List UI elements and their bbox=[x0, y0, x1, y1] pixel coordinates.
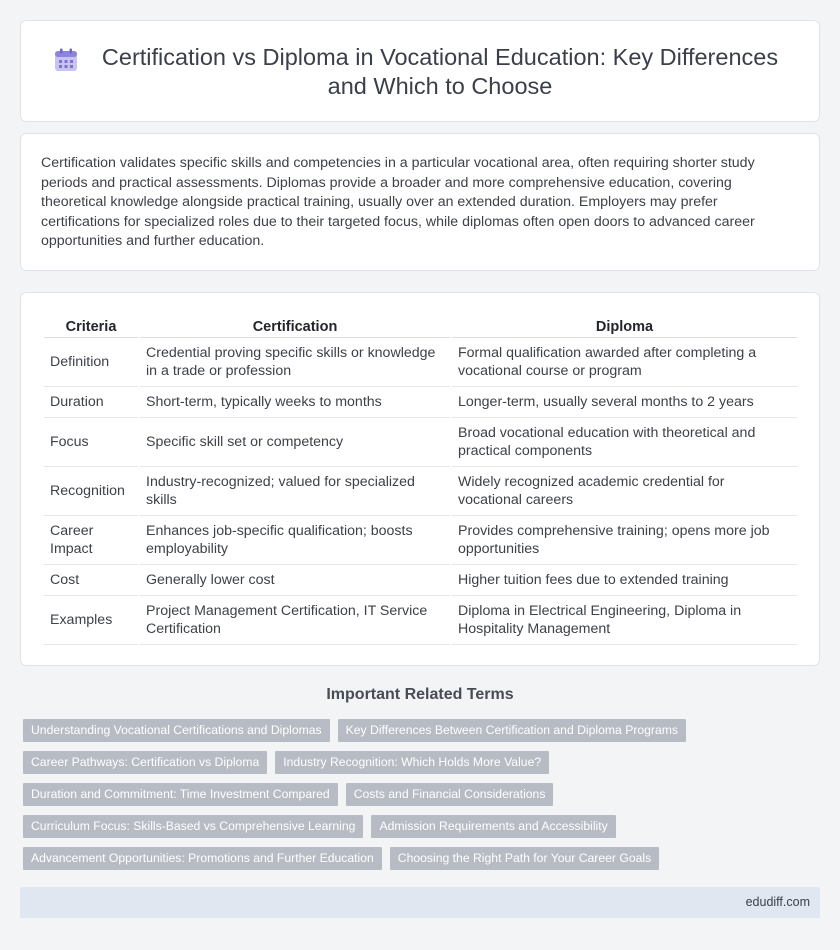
table-cell: Definition bbox=[44, 338, 138, 387]
table-cell: Duration bbox=[44, 387, 138, 418]
related-terms-list bbox=[23, 719, 803, 870]
table-cell: Formal qualification awarded after completing a vocational course or program bbox=[452, 338, 797, 387]
related-terms-heading: Important Related Terms bbox=[326, 686, 514, 703]
related-term-tag[interactable]: Duration and Commitment: Time Investment Compared bbox=[23, 783, 338, 806]
related-term-tag[interactable]: Curriculum Focus: Skills-Based vs Comprehensive Learning bbox=[23, 815, 363, 838]
title-card bbox=[20, 20, 820, 122]
table-row bbox=[44, 565, 797, 596]
table-row bbox=[44, 516, 797, 565]
table-cell: Higher tuition fees due to extended training bbox=[452, 565, 797, 596]
related-term-tag[interactable]: Advancement Opportunities: Promotions and Further Education bbox=[23, 847, 382, 870]
table-cell: Industry-recognized; valued for specialized skills bbox=[140, 467, 450, 516]
table-row bbox=[44, 467, 797, 516]
intro-card bbox=[20, 133, 820, 271]
table-cell: Credential proving specific skills or knowledge in a trade or profession bbox=[140, 338, 450, 387]
table-cell: Project Management Certification, IT Service Certification bbox=[140, 596, 450, 645]
table-cell: Widely recognized academic credential for vocational careers bbox=[452, 467, 797, 516]
comparison-table-card bbox=[20, 292, 820, 666]
related-term-tag[interactable]: Choosing the Right Path for Your Career Goals bbox=[390, 847, 659, 870]
footer bbox=[20, 887, 820, 918]
related-term-tag[interactable]: Career Pathways: Certification vs Diploma bbox=[23, 751, 267, 774]
related-term-tag[interactable]: Key Differences Between Certification and Diploma Programs bbox=[338, 719, 686, 742]
table-cell: Examples bbox=[44, 596, 138, 645]
related-term-tag[interactable]: Admission Requirements and Accessibility bbox=[371, 815, 615, 838]
header-criteria: Criteria bbox=[44, 314, 138, 338]
table-cell: Longer-term, usually several months to 2 years bbox=[452, 387, 797, 418]
header-diploma: Diploma bbox=[452, 314, 797, 338]
table-row bbox=[44, 387, 797, 418]
table-row bbox=[44, 596, 797, 645]
page-title: Certification vs Diploma in Vocational Education: Key Differences and Which to Choose bbox=[101, 44, 779, 99]
table-cell: Diploma in Electrical Engineering, Diploma in Hospitality Management bbox=[452, 596, 797, 645]
footer-site-link[interactable]: edudiff.com bbox=[745, 895, 810, 909]
table-header-row bbox=[44, 314, 797, 338]
table-row bbox=[44, 338, 797, 387]
table-cell: Short-term, typically weeks to months bbox=[140, 387, 450, 418]
comparison-table bbox=[42, 314, 799, 645]
table-cell: Generally lower cost bbox=[140, 565, 450, 596]
table-cell: Broad vocational education with theoretical and practical components bbox=[452, 418, 797, 467]
table-cell: Provides comprehensive training; opens more job opportunities bbox=[452, 516, 797, 565]
table-cell: Cost bbox=[44, 565, 138, 596]
table-cell: Career Impact bbox=[44, 516, 138, 565]
related-term-tag[interactable]: Understanding Vocational Certifications and Diplomas bbox=[23, 719, 330, 742]
table-cell: Focus bbox=[44, 418, 138, 467]
related-term-tag[interactable]: Costs and Financial Considerations bbox=[346, 783, 554, 806]
header-certification: Certification bbox=[140, 314, 450, 338]
related-term-tag[interactable]: Industry Recognition: Which Holds More Value? bbox=[275, 751, 549, 774]
table-row bbox=[44, 418, 797, 467]
table-cell: Enhances job-specific qualification; boosts employability bbox=[140, 516, 450, 565]
intro-paragraph: Certification validates specific skills and competencies in a particular vocational area, often requiring shorter study periods and practical assessments. Diplomas provide a broader and more comprehensive education, covering theoretical knowledge alongside practical training, usually over an extended duration. Employers may prefer certifications for specialized roles due to their targeted focus, while diplomas often open doors to advanced career opportunities and further education. bbox=[41, 155, 755, 249]
table-cell: Specific skill set or competency bbox=[140, 418, 450, 467]
table-cell: Recognition bbox=[44, 467, 138, 516]
